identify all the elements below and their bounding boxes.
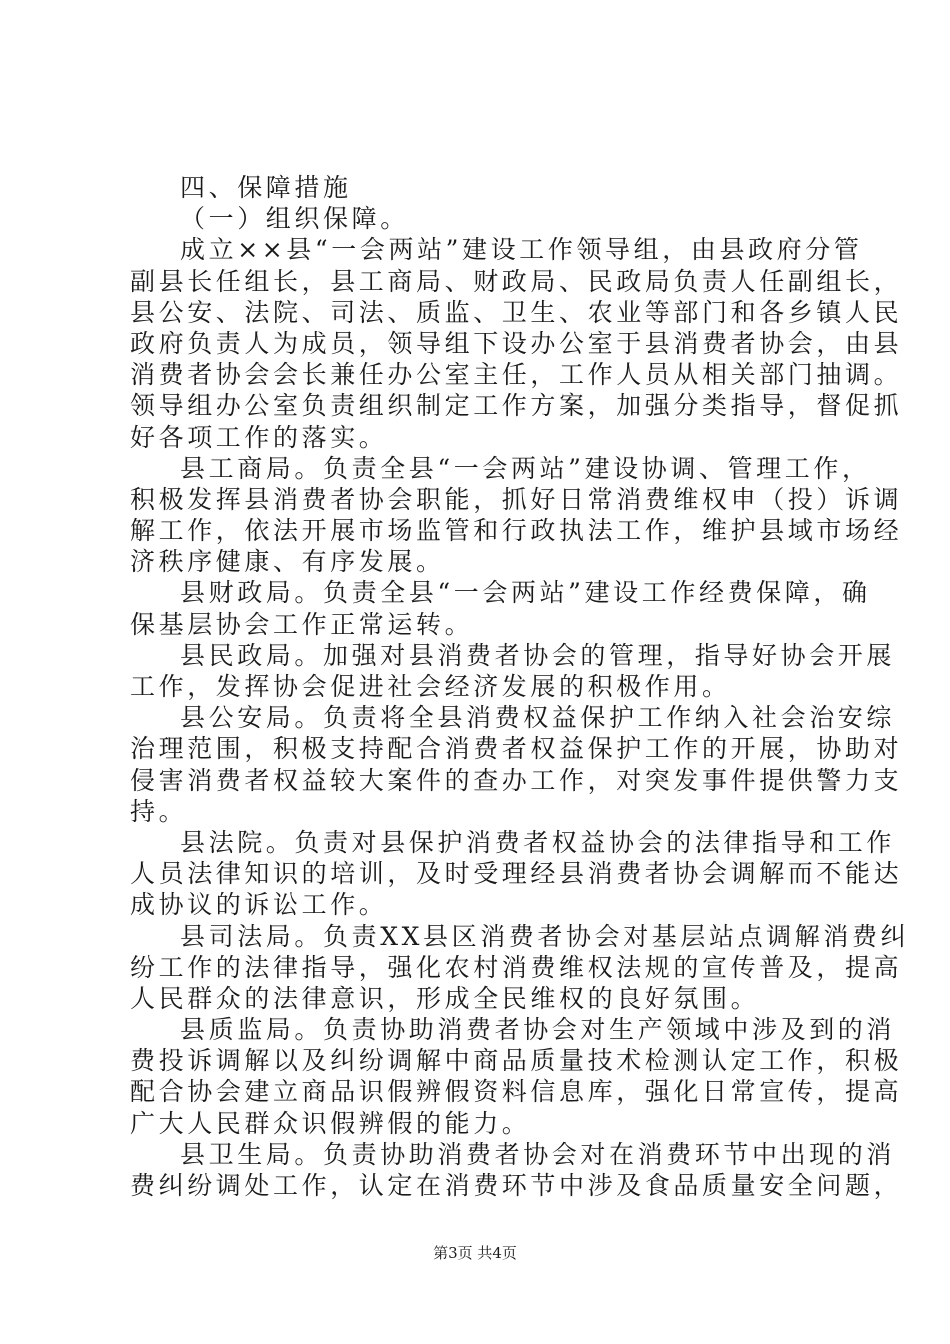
text-line: 人民群众的法律意识，形成全民维权的良好氛围。: [130, 983, 760, 1013]
paragraph: [130, 172, 830, 203]
text-line: 人员法律知识的培训，及时受理经县消费者协会调解而不能达: [130, 859, 903, 889]
text-line: 县公安局。负责将全县消费权益保护工作纳入社会治安综: [180, 703, 896, 733]
text-line: 县民政局。加强对县消费者协会的管理，指导好协会开展: [180, 640, 896, 670]
text-line: 副县长任组长，县工商局、财政局、民政局负责人任副组长，: [130, 266, 903, 296]
text-line: 四、保障措施: [180, 173, 352, 202]
text-line: 县工商局。负责全县“一会两站”建设协调、管理工作，: [180, 453, 871, 483]
text-line: 县公安、法院、司法、质监、卫生、农业等部门和各乡镇人民: [130, 297, 903, 327]
paragraph: [130, 921, 910, 1015]
paragraph: [130, 577, 871, 639]
text-line: 解工作，依法开展市场监管和行政执法工作，维护县域市场经: [130, 516, 903, 546]
text-line: 积极发挥县消费者协会职能，抓好日常消费维权申（投）诉调: [130, 484, 903, 514]
paragraph: [130, 1014, 903, 1139]
text-line: 县财政局。负责全县“一会两站”建设工作经费保障，确: [180, 578, 871, 608]
text-line: 县质监局。负责协助消费者协会对生产领域中涉及到的消: [180, 1015, 896, 1045]
text-line: 成立××县“一会两站”建设工作领导组，由县政府分管: [180, 235, 863, 265]
text-line: （一）组织保障。: [180, 204, 409, 234]
document-body: [130, 172, 910, 1201]
text-line: 持。: [130, 796, 188, 826]
text-line: 费纠纷调处工作，认定在消费环节中涉及食品质量安全问题，: [130, 1171, 903, 1200]
page-number-label: 第3页 共4页: [433, 1244, 517, 1262]
text-line: 广大人民群众识假辨假的能力。: [130, 1108, 531, 1138]
text-line: 成协议的诉讼工作。: [130, 890, 388, 920]
text-line: 配合协会建立商品识假辨假资料信息库，强化日常宣传，提高: [130, 1077, 903, 1107]
text-line: 工作，发挥协会促进社会经济发展的积极作用。: [130, 672, 731, 701]
text-line: 县卫生局。负责协助消费者协会对在消费环节中出现的消: [180, 1139, 896, 1169]
paragraph: [130, 203, 830, 234]
text-line: 费投诉调解以及纠纷调解中商品质量技术检测认定工作，积极: [130, 1046, 903, 1076]
paragraph: [130, 453, 903, 578]
text-line: 治理范围，积极支持配合消费者权益保护工作的开展，协助对: [130, 734, 903, 764]
text-line: 领导组办公室负责组织制定工作方案，加强分类指导，督促抓: [130, 391, 903, 421]
text-line: 政府负责人为成员，领导组下设办公室于县消费者协会，由县: [130, 328, 903, 358]
text-line: 济秩序健康、有序发展。: [130, 547, 445, 577]
text-line: 县法院。负责对县保护消费者权益协会的法律指导和工作: [180, 827, 896, 857]
text-line: 县司法局。负责XX县区消费者协会对基层站点调解消费纠: [180, 921, 910, 951]
page-footer: [0, 1243, 950, 1263]
text-line: 侵害消费者权益较大案件的查办工作，对突发事件提供警力支: [130, 765, 903, 795]
paragraph: [130, 827, 903, 921]
text-line: 好各项工作的落实。: [130, 422, 388, 452]
text-line: 保基层协会工作正常运转。: [130, 609, 474, 639]
paragraph: [130, 234, 903, 452]
text-line: 消费者协会会长兼任办公室主任，工作人员从相关部门抽调。: [130, 360, 903, 390]
paragraph: [130, 702, 903, 827]
text-line: 纷工作的法律指导，强化农村消费维权法规的宣传普及，提高: [130, 952, 903, 982]
paragraph: [130, 640, 896, 702]
paragraph: [130, 1139, 903, 1201]
